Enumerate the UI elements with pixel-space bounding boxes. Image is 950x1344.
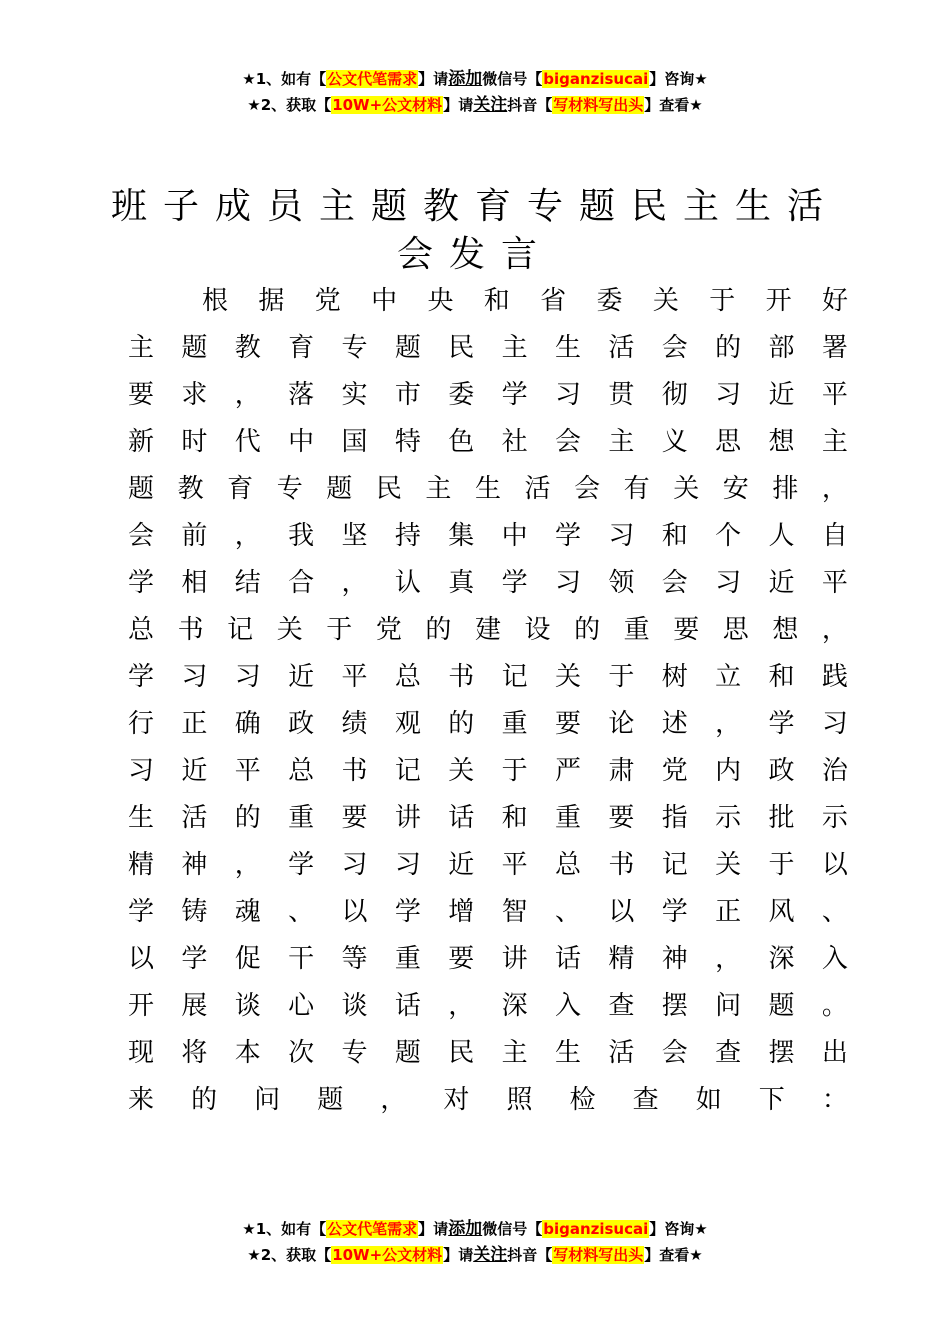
banner-line-2 — [0, 1242, 950, 1268]
body-line: 根 据 党 中 央 和 省 委 关 于 开 好 — [202, 286, 848, 316]
body-line: 学 相 结 合 ， 认 真 学 习 领 会 习 近 平 — [128, 568, 848, 598]
body-line: 行 正 确 政 绩 观 的 重 要 论 述 ， 学 习 — [128, 709, 848, 739]
highlight-text: 10W+公文材料 — [332, 96, 443, 114]
emphasis-text: 添加 — [448, 69, 483, 89]
emphasis-text: 添加 — [448, 1219, 483, 1239]
banner-text: 】请 — [418, 1220, 449, 1238]
emphasis-text: 关注 — [473, 95, 508, 115]
title-line-2: 会发言 — [396, 234, 553, 275]
banner-line-2 — [0, 92, 950, 118]
banner-line-1 — [0, 66, 950, 92]
body-line: 总 书 记 关 于 党 的 建 设 的 重 要 思 想 ， — [128, 615, 848, 645]
banner-text: 】请 — [443, 1246, 474, 1264]
body-paragraph — [128, 278, 848, 1124]
body-line: 以 学 促 干 等 重 要 讲 话 精 神 ， 深 入 — [128, 944, 848, 974]
body-line: 精 神 ， 学 习 习 近 平 总 书 记 关 于 以 — [128, 850, 848, 880]
highlight-text: 公文代笔需求 — [327, 1220, 418, 1238]
footer-banner — [0, 1216, 950, 1268]
body-line: 学 铸 魂 、 以 学 增 智 、 以 学 正 风 、 — [128, 897, 848, 927]
highlight-text: 写材料写出头 — [553, 1246, 644, 1264]
body-line: 新 时 代 中 国 特 色 社 会 主 义 思 想 主 — [128, 427, 848, 457]
highlight-text: 写材料写出头 — [553, 96, 644, 114]
body-line: 题 教 育 专 题 民 主 生 活 会 有 关 安 排 ， — [128, 474, 848, 504]
emphasis-text: 关注 — [473, 1245, 508, 1265]
banner-text: 】咨询★ — [649, 70, 708, 88]
document-title — [0, 183, 950, 279]
banner-text: 抖音【 — [507, 1246, 553, 1264]
banner-line-1 — [0, 1216, 950, 1242]
banner-text: ★1、如有【 — [242, 1220, 327, 1238]
banner-text: 】查看★ — [644, 1246, 703, 1264]
highlight-text: biganzisucai — [543, 70, 649, 88]
banner-text: ★2、获取【 — [247, 1246, 332, 1264]
highlight-text: 公文代笔需求 — [327, 70, 418, 88]
highlight-text: biganzisucai — [543, 1220, 649, 1238]
body-line: 学 习 习 近 平 总 书 记 关 于 树 立 和 践 — [128, 662, 848, 692]
body-line: 主 题 教 育 专 题 民 主 生 活 会 的 部 署 — [128, 333, 848, 363]
banner-text: 微信号【 — [482, 1220, 543, 1238]
title-line-1: 班子成员主题教育专题民主生活 — [110, 186, 839, 227]
banner-text: ★1、如有【 — [242, 70, 327, 88]
body-line: 现 将 本 次 专 题 民 主 生 活 会 查 摆 出 — [128, 1038, 848, 1068]
body-line: 生 活 的 重 要 讲 话 和 重 要 指 示 批 示 — [128, 803, 848, 833]
banner-text: 】咨询★ — [649, 1220, 708, 1238]
header-banner — [0, 66, 950, 118]
body-line: 会 前 ， 我 坚 持 集 中 学 习 和 个 人 自 — [128, 521, 848, 551]
body-line: 开 展 谈 心 谈 话 ， 深 入 查 摆 问 题 。 — [128, 991, 848, 1021]
body-line: 要 求 ， 落 实 市 委 学 习 贯 彻 习 近 平 — [128, 380, 848, 410]
banner-text: 微信号【 — [482, 70, 543, 88]
banner-text: 】请 — [443, 96, 474, 114]
banner-text: 】查看★ — [644, 96, 703, 114]
banner-text: 抖音【 — [507, 96, 553, 114]
body-line: 习 近 平 总 书 记 关 于 严 肃 党 内 政 治 — [128, 756, 848, 786]
banner-text: 】请 — [418, 70, 449, 88]
banner-text: ★2、获取【 — [247, 96, 332, 114]
body-line: 来 的 问 题 ， 对 照 检 查 如 下 ： — [128, 1085, 848, 1115]
highlight-text: 10W+公文材料 — [332, 1246, 443, 1264]
